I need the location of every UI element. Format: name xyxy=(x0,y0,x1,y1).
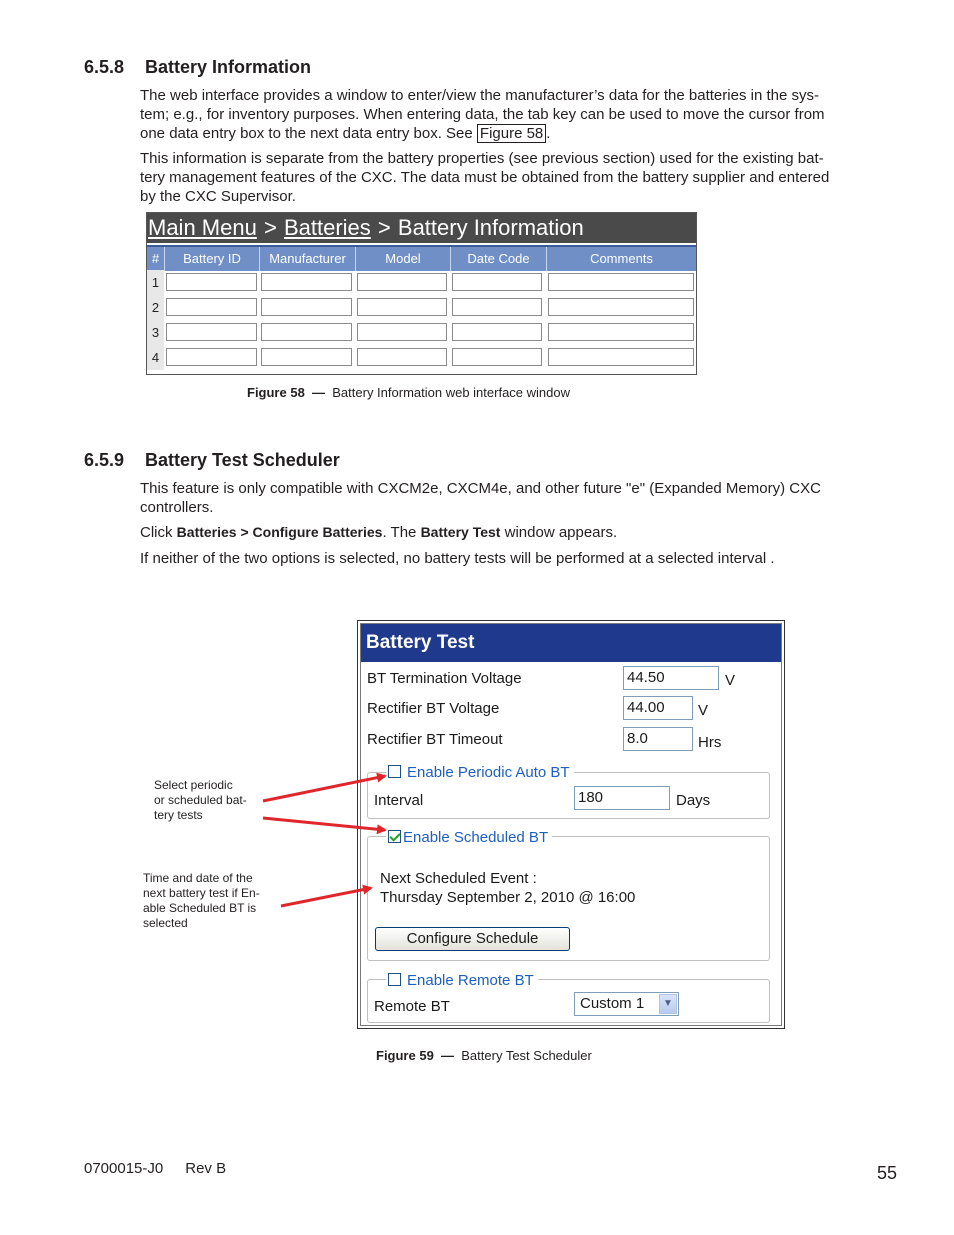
paragraph-text: Click xyxy=(140,524,177,541)
section-number: 6.5.9 xyxy=(84,450,125,470)
paragraph-text: . xyxy=(546,125,551,142)
scheduled-bt-label: Enable Scheduled BT xyxy=(403,829,549,846)
chevron-down-icon[interactable]: ▼ xyxy=(659,994,677,1014)
document-number: 0700015-J0 xyxy=(84,1160,164,1177)
next-scheduled-event-value: Thursday September 2, 2010 @ 16:00 xyxy=(380,889,636,906)
caption-text: Battery Information web interface window xyxy=(332,385,570,400)
rectifier-bt-timeout-input[interactable]: 8.0 xyxy=(623,727,693,751)
footer-doc-info xyxy=(84,1160,226,1177)
annotation-line: next battery test if En- xyxy=(143,886,260,900)
paragraph-line: controllers. xyxy=(140,499,214,516)
breadcrumb-batteries-link[interactable]: Batteries xyxy=(283,215,371,240)
paragraph-text: one data entry box to the next data entry box. See xyxy=(140,125,477,142)
breadcrumb-current-page: Battery Information xyxy=(397,215,584,240)
row-number: 1 xyxy=(147,270,164,295)
annotation-line: Select periodic xyxy=(154,778,233,792)
revision: Rev B xyxy=(185,1160,227,1177)
paragraph-line: The web interface provides a window to enter/view the manufacturer’s data for the batteries in the sys- xyxy=(140,87,819,104)
section-title: Battery Test Scheduler xyxy=(145,450,340,470)
bt-termination-voltage-label: BT Termination Voltage xyxy=(367,670,522,687)
annotation-line: able Scheduled BT is xyxy=(143,901,257,915)
row-number: 2 xyxy=(147,295,164,320)
breadcrumb-main-menu-link[interactable]: Main Menu xyxy=(148,215,257,240)
remote-bt-selected-value: Custom 1 xyxy=(580,995,645,1012)
column-header-number: # xyxy=(147,247,165,271)
rectifier-bt-timeout-unit: Hrs xyxy=(698,734,722,751)
figure-58-link[interactable]: Figure 58 xyxy=(477,124,546,143)
interval-unit: Days xyxy=(676,792,711,809)
interval-label: Interval xyxy=(374,792,424,809)
arrow-to-periodic-checkbox xyxy=(263,776,385,801)
column-header-date-code: Date Code xyxy=(451,247,547,271)
paragraph-text: . The xyxy=(382,524,421,541)
paragraph-line: This information is separate from the battery properties (see previous section) used for the existing bat- xyxy=(140,150,824,167)
no-option-note-paragraph: If neither of the two options is selected, no battery tests will be performed at a selected interval . xyxy=(140,550,775,567)
annotation-line: Time and date of the xyxy=(143,871,253,885)
breadcrumb-separator: > xyxy=(377,215,391,240)
section-number: 6.5.8 xyxy=(84,57,125,77)
interval-input[interactable]: 180 xyxy=(574,786,670,810)
periodic-bt-label: Enable Periodic Auto BT xyxy=(407,764,570,781)
caption-dash: — xyxy=(441,1048,455,1063)
column-header-model: Model xyxy=(356,247,451,271)
breadcrumb-separator: > xyxy=(263,215,277,240)
figure-59-caption xyxy=(376,1048,592,1063)
bt-termination-voltage-unit: V xyxy=(725,672,736,689)
arrow-to-next-event xyxy=(281,888,371,906)
caption-text: Battery Test Scheduler xyxy=(461,1048,592,1063)
rectifier-bt-voltage-unit: V xyxy=(698,702,709,719)
paragraph-line: by the CXC Supervisor. xyxy=(140,188,296,205)
paragraph-line: tery management features of the CXC. The data must be obtained from the battery supplier and entered xyxy=(140,169,830,186)
next-scheduled-event-label: Next Scheduled Event : xyxy=(380,870,537,887)
menu-path: Batteries > Configure Batteries xyxy=(176,524,383,540)
rectifier-bt-timeout-label: Rectifier BT Timeout xyxy=(367,731,503,748)
column-header-comments: Comments xyxy=(590,251,653,266)
battery-test-title: Battery Test xyxy=(361,624,781,662)
configure-schedule-button[interactable]: Configure Schedule xyxy=(375,927,570,951)
remote-bt-select-label: Remote BT xyxy=(374,998,450,1015)
column-header-battery-id: Battery ID xyxy=(165,247,260,271)
rectifier-bt-voltage-label: Rectifier BT Voltage xyxy=(367,700,500,717)
bt-termination-voltage-input[interactable]: 44.50 xyxy=(623,666,719,690)
annotation-line: selected xyxy=(143,916,188,930)
paragraph-text: window appears. xyxy=(500,524,618,541)
window-name: Battery Test xyxy=(420,524,501,540)
rectifier-bt-voltage-input[interactable]: 44.00 xyxy=(623,696,693,720)
paragraph-line: This feature is only compatible with CXCM2e, CXCM4e, and other future "e" (Expanded Memory) CXC xyxy=(140,480,821,497)
page-number: 55 xyxy=(877,1163,898,1183)
row-number: 4 xyxy=(147,345,164,370)
figure-label: Figure 58 xyxy=(247,385,305,400)
arrow-to-scheduled-checkbox xyxy=(263,818,385,830)
row-number: 3 xyxy=(147,320,164,345)
column-header-manufacturer: Manufacturer xyxy=(260,247,356,271)
caption-dash: — xyxy=(312,385,326,400)
figure-label: Figure 59 xyxy=(376,1048,434,1063)
paragraph-line: tem; e.g., for inventory purposes. When entering data, the tab key can be used to move the cursor from xyxy=(140,106,825,123)
annotation-line: tery tests xyxy=(154,808,203,822)
remote-bt-label: Enable Remote BT xyxy=(407,972,534,989)
section-title: Battery Information xyxy=(145,57,312,77)
annotation-line: or scheduled bat- xyxy=(154,793,247,807)
